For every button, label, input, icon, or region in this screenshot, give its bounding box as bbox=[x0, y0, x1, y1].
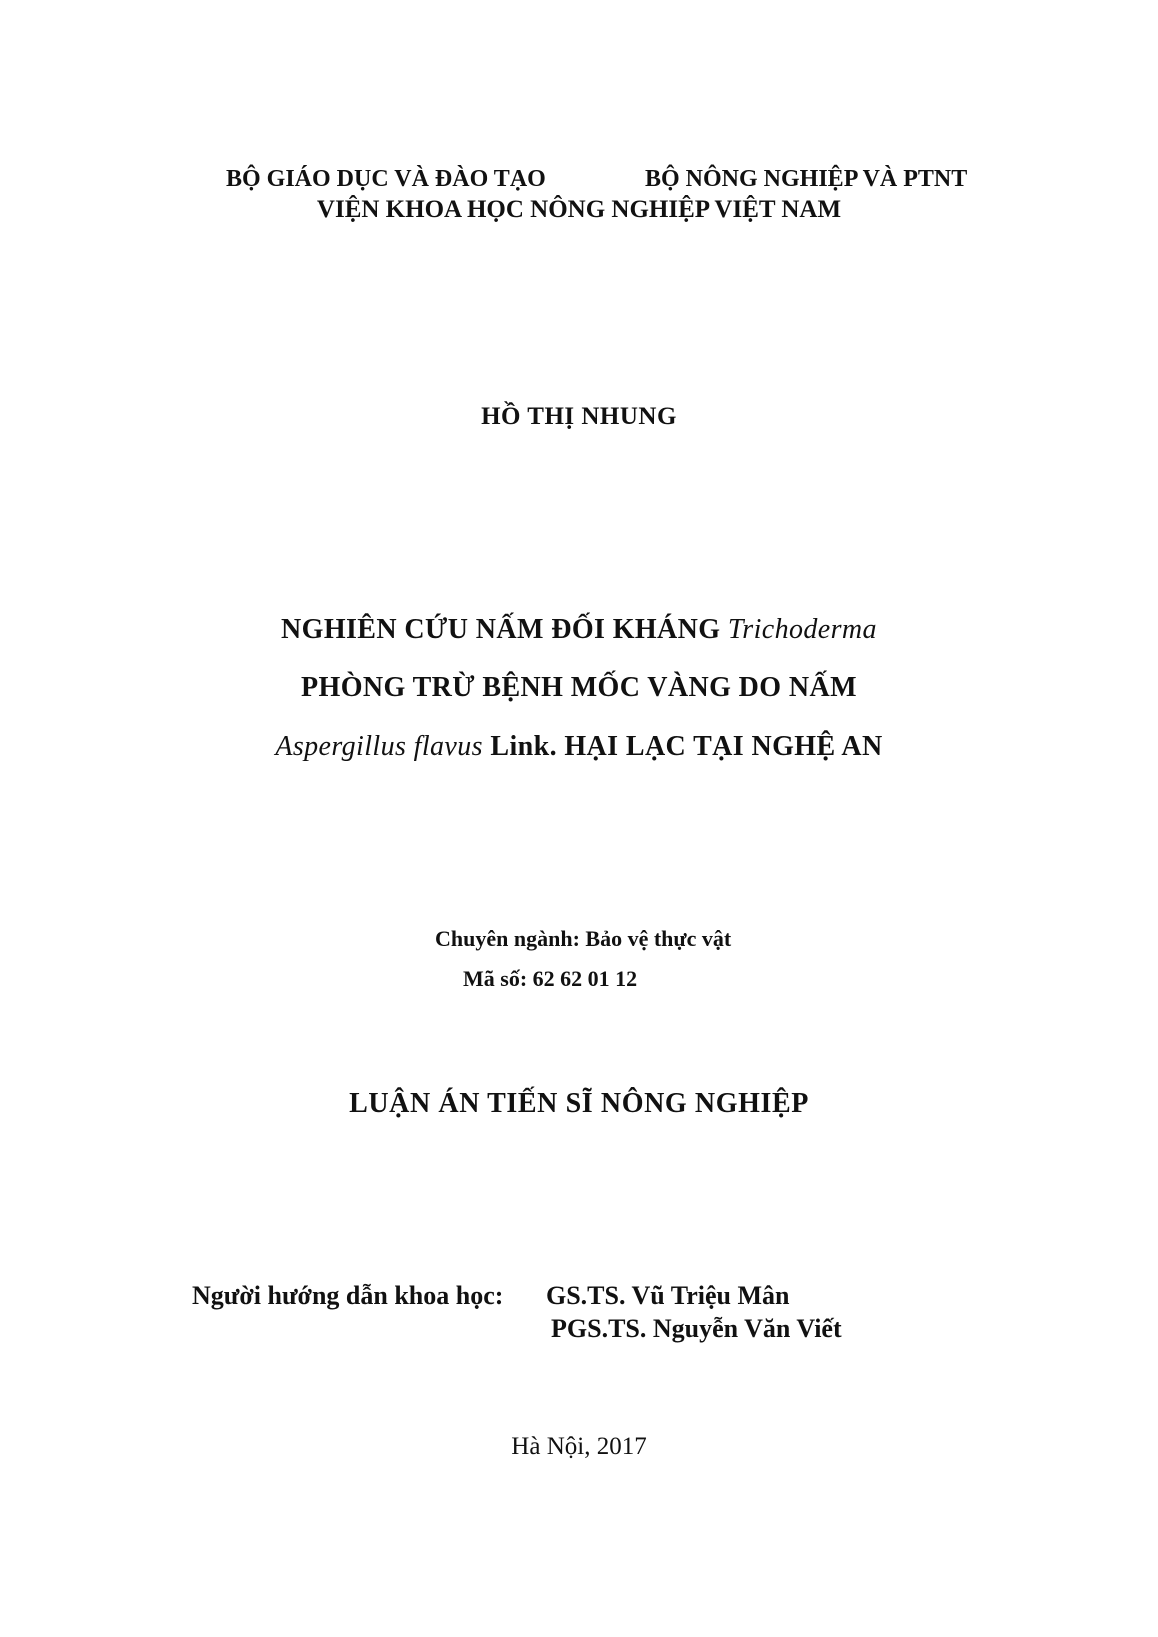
degree-title: LUẬN ÁN TIẾN SĨ NÔNG NGHIỆP bbox=[349, 1088, 809, 1119]
supervisor-second: PGS.TS. Nguyễn Văn Viết bbox=[551, 1314, 842, 1343]
institute-name: VIỆN KHOA HỌC NÔNG NGHIỆP VIỆT NAM bbox=[316, 196, 842, 223]
place-and-year: Hà Nội, 2017 bbox=[511, 1433, 647, 1460]
title-genus-trichoderma: Trichoderma bbox=[727, 614, 877, 645]
thesis-title-line-2: PHÒNG TRỪ BỆNH MỐC VÀNG DO NẤM bbox=[301, 672, 857, 703]
specialization-code: Mã số: 62 62 01 12 bbox=[463, 966, 638, 991]
title-line-3-text: Link. HẠI LẠC TẠI NGHỆ AN bbox=[482, 731, 883, 762]
author-name: HỒ THỊ NHUNG bbox=[481, 403, 677, 430]
specialization-major: Chuyên ngành: Bảo vệ thực vật bbox=[435, 926, 732, 951]
ministry-education: BỘ GIÁO DỤC VÀ ĐÀO TẠO bbox=[226, 166, 546, 192]
thesis-title-line-1 bbox=[0, 614, 1158, 646]
supervisors-label: Người hướng dẫn khoa học: bbox=[192, 1281, 504, 1310]
ministry-agriculture: BỘ NÔNG NGHIỆP VÀ PTNT bbox=[645, 166, 968, 192]
supervisor-first: GS.TS. Vũ Triệu Mân bbox=[546, 1281, 790, 1310]
title-species-aspergillus: Aspergillus flavus bbox=[275, 731, 483, 762]
thesis-title-line-3 bbox=[0, 731, 1158, 763]
title-line-1-text: NGHIÊN CỨU NẤM ĐỐI KHÁNG bbox=[281, 614, 728, 645]
